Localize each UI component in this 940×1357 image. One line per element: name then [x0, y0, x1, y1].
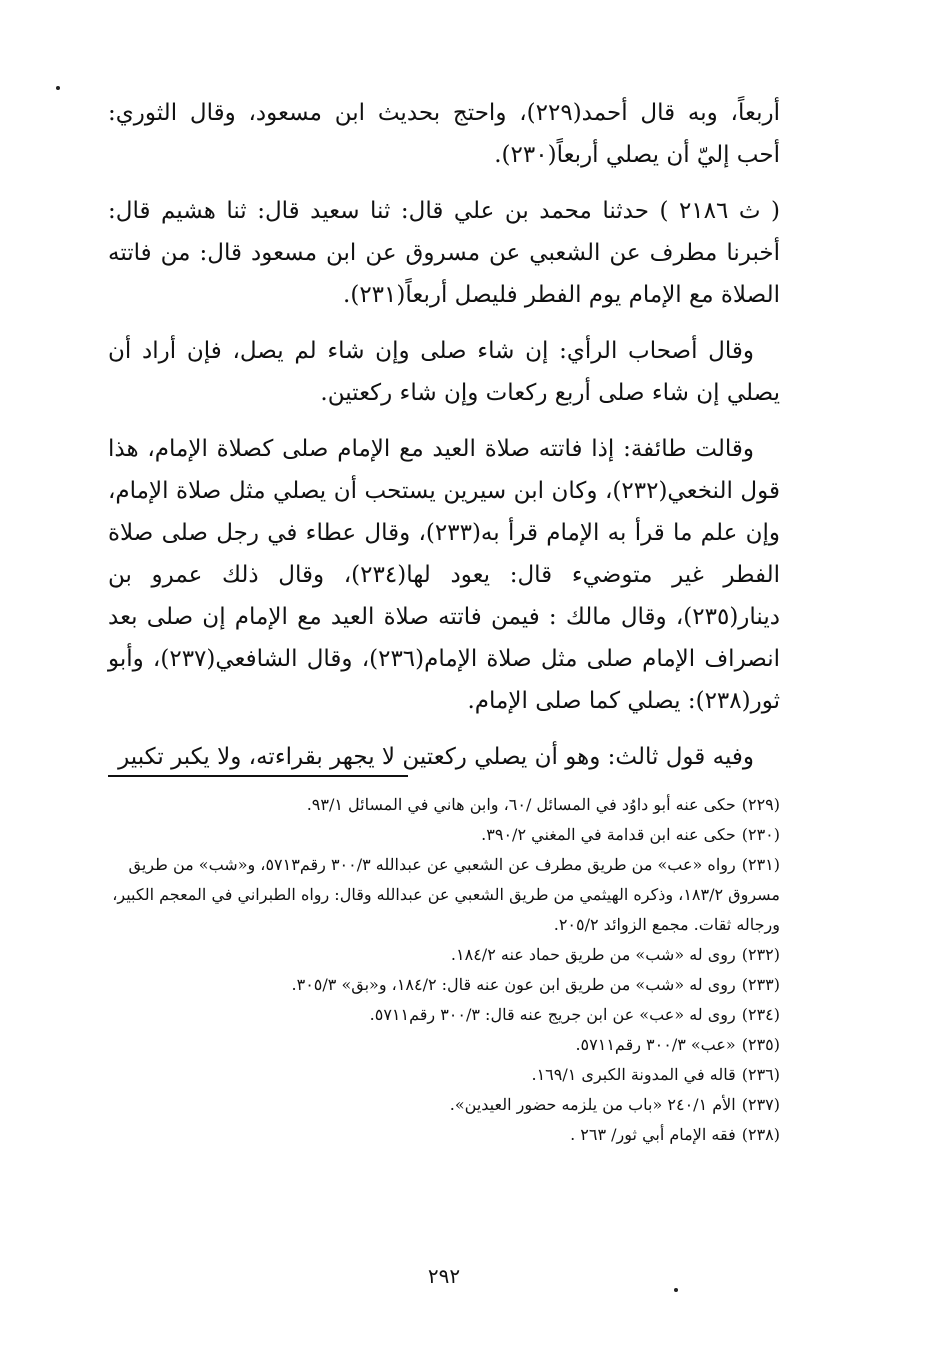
- footnote-number: (٢٣٤): [741, 1005, 780, 1024]
- footnote-number: (٢٣٢): [741, 945, 780, 964]
- footnote-text: فقه الإمام أبي ثور/ ٢٦٣ .: [570, 1125, 736, 1144]
- footnote-230: [108, 820, 780, 850]
- footnotes: [108, 790, 780, 1150]
- footnote-number: (٢٣٠): [741, 825, 780, 844]
- paragraph-2: ( ث ٢١٨٦ ) حدثنا محمد بن علي قال: ثنا سعيد قال: ثنا هشيم قال: أخبرنا مطرف عن الشعبي عن مسروق عن ابن مسعود قال: من فاتته الصلاة مع الإمام يوم الفطر فليصل أربعاً(٢٣١).: [108, 198, 781, 308]
- footnote-text: حكى عنه أبو داوُد في المسائل /٦٠، وابن هاني في المسائل ٩٣/١.: [306, 795, 736, 814]
- footnote-234: [108, 1000, 780, 1030]
- paragraph-4: وقالت طائفة: إذا فاتته صلاة العيد مع الإمام صلى كصلاة الإمام، هذا قول النخعي(٢٣٢)، وكان ابن سيرين يستحب أن يصلي مثل صلاة الإمام، وإن علم ما قرأ به الإمام قرأ به(٢٣٣)، وقال عطاء في رجل صلى صلاة الفطر غير متوضيء قال: يعود لها(٢٣٤)، وقال ذلك عمرو بن دينار(٢٣٥)، وقال مالك : فيمن فاتته صلاة العيد مع الإمام إن صلى بعد انصراف الإمام صلى مثل صلاة الإمام(٢٣٦)، وقال الشافعي(٢٣٧)، وأبو ثور(٢٣٨): يصلي كما صلى الإمام.: [108, 436, 781, 714]
- footnote-233: [108, 970, 780, 1000]
- footnote-235: [108, 1030, 780, 1060]
- book-page: [108, 92, 780, 1292]
- footnote-text: «عب» ٣٠٠/٣ رقم٥٧١١.: [575, 1035, 736, 1054]
- paragraph-5: وفيه قول ثالث: وهو أن يصلي ركعتين لا يجهر بقراءته، ولا يكبر تكبير: [118, 744, 754, 770]
- footnote-text: روى له «شب» من طريق حماد عنه ١٨٤/٢.: [450, 945, 736, 964]
- footnote-229: [108, 790, 780, 820]
- page-number: ٢٩٢: [427, 1264, 461, 1288]
- footnote-text: حكى عنه ابن قدامة في المغني ٣٩٠/٢.: [481, 825, 736, 844]
- footnote-divider: [108, 775, 408, 777]
- footnote-number: (٢٢٩): [741, 795, 780, 814]
- footnote-238: [108, 1120, 780, 1150]
- paragraph-3: وقال أصحاب الرأي: إن شاء صلى وإن شاء لم يصل، فإن أراد أن يصلي إن شاء صلى أربع ركعات وإن شاء ركعتين.: [108, 338, 780, 406]
- footnote-text: رواه «عب» من طريق مطرف عن الشعبي عن عبدالله ٣٠٠/٣ رقم٥٧١٣، و«شب» من طريق مسروق ١٨٣/٢، وذكره الهيثمي من طريق الشعبي عن عبدالله وقال: رواه الطبراني في المعجم الكبير، ورجاله ثقات. مجمع الزوائد ٢٠٥/٢.: [112, 855, 780, 934]
- scan-speck: [674, 1288, 678, 1292]
- footnote-236: [108, 1060, 780, 1090]
- footnote-232: [108, 940, 780, 970]
- footnote-231: [108, 850, 780, 940]
- main-text: [108, 92, 780, 792]
- footnote-text: قاله في المدونة الكبرى ١٦٩/١.: [531, 1065, 736, 1084]
- footnote-number: (٢٣٦): [741, 1065, 780, 1084]
- footnote-number: (٢٣١): [741, 855, 780, 874]
- scan-speck: [56, 86, 60, 90]
- footnote-number: (٢٣٥): [741, 1035, 780, 1054]
- paragraph-1: أربعاً، وبه قال أحمد(٢٢٩)، واحتج بحديث ابن مسعود، وقال الثوري: أحب إليّ أن يصلي أربعاً(٢٣٠).: [108, 100, 780, 168]
- footnote-number: (٢٣٨): [741, 1125, 780, 1144]
- footnote-number: (٢٣٧): [741, 1095, 780, 1114]
- footnote-number: (٢٣٣): [741, 975, 780, 994]
- footnote-text: روى له «عب» عن ابن جريج عنه قال: ٣٠٠/٣ رقم٥٧١١.: [369, 1005, 736, 1024]
- footnote-237: [108, 1090, 780, 1120]
- footnote-text: الأم ٢٤٠/١ «باب من يلزمه حضور العيدين».: [449, 1095, 736, 1114]
- footnote-text: روى له «شب» من طريق ابن عون عنه قال: ١٨٤/٢، و«بق» ٣٠٥/٣.: [291, 975, 736, 994]
